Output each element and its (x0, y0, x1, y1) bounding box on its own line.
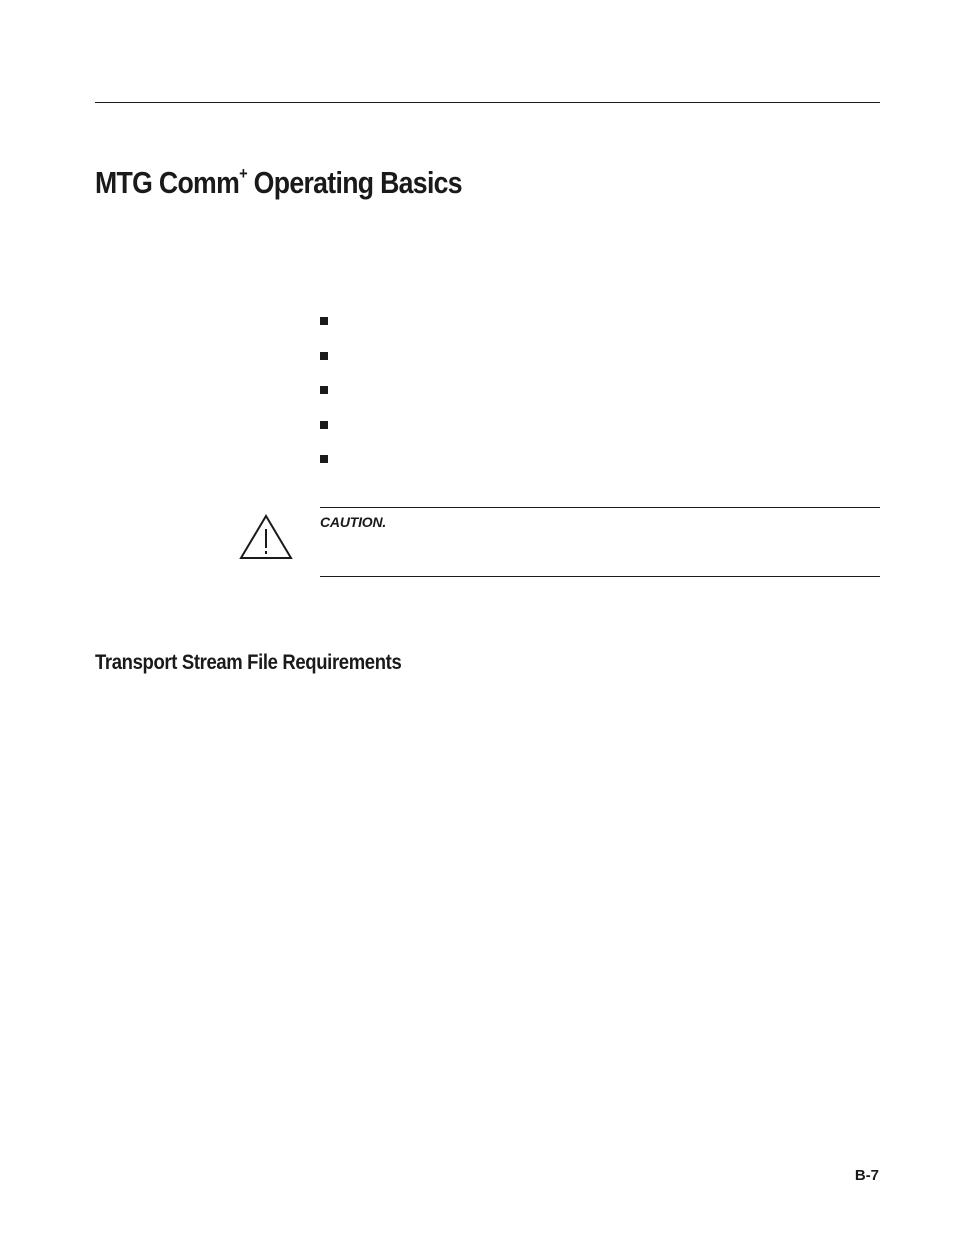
bullet-list (320, 304, 328, 477)
page-title (95, 163, 462, 203)
page-title-superscript: + (239, 164, 247, 183)
list-item (320, 408, 328, 443)
square-bullet-icon (320, 421, 328, 429)
page-title-rest: Operating Basics (246, 165, 462, 200)
list-item (320, 373, 328, 408)
square-bullet-icon (320, 352, 328, 360)
header-rule (95, 102, 880, 103)
caution-rule-bottom (320, 576, 880, 577)
list-item (320, 442, 328, 477)
square-bullet-icon (320, 317, 328, 325)
page-title-main: MTG Comm (95, 165, 240, 200)
page-number: B-7 (854, 1167, 879, 1184)
caution-rule-top (320, 507, 880, 508)
list-item (320, 339, 328, 374)
square-bullet-icon (320, 386, 328, 394)
section-heading: Transport Stream File Requirements (95, 651, 402, 674)
warning-triangle-icon (239, 514, 293, 560)
square-bullet-icon (320, 455, 328, 463)
list-item (320, 304, 328, 339)
caution-label: CAUTION. (320, 514, 387, 530)
